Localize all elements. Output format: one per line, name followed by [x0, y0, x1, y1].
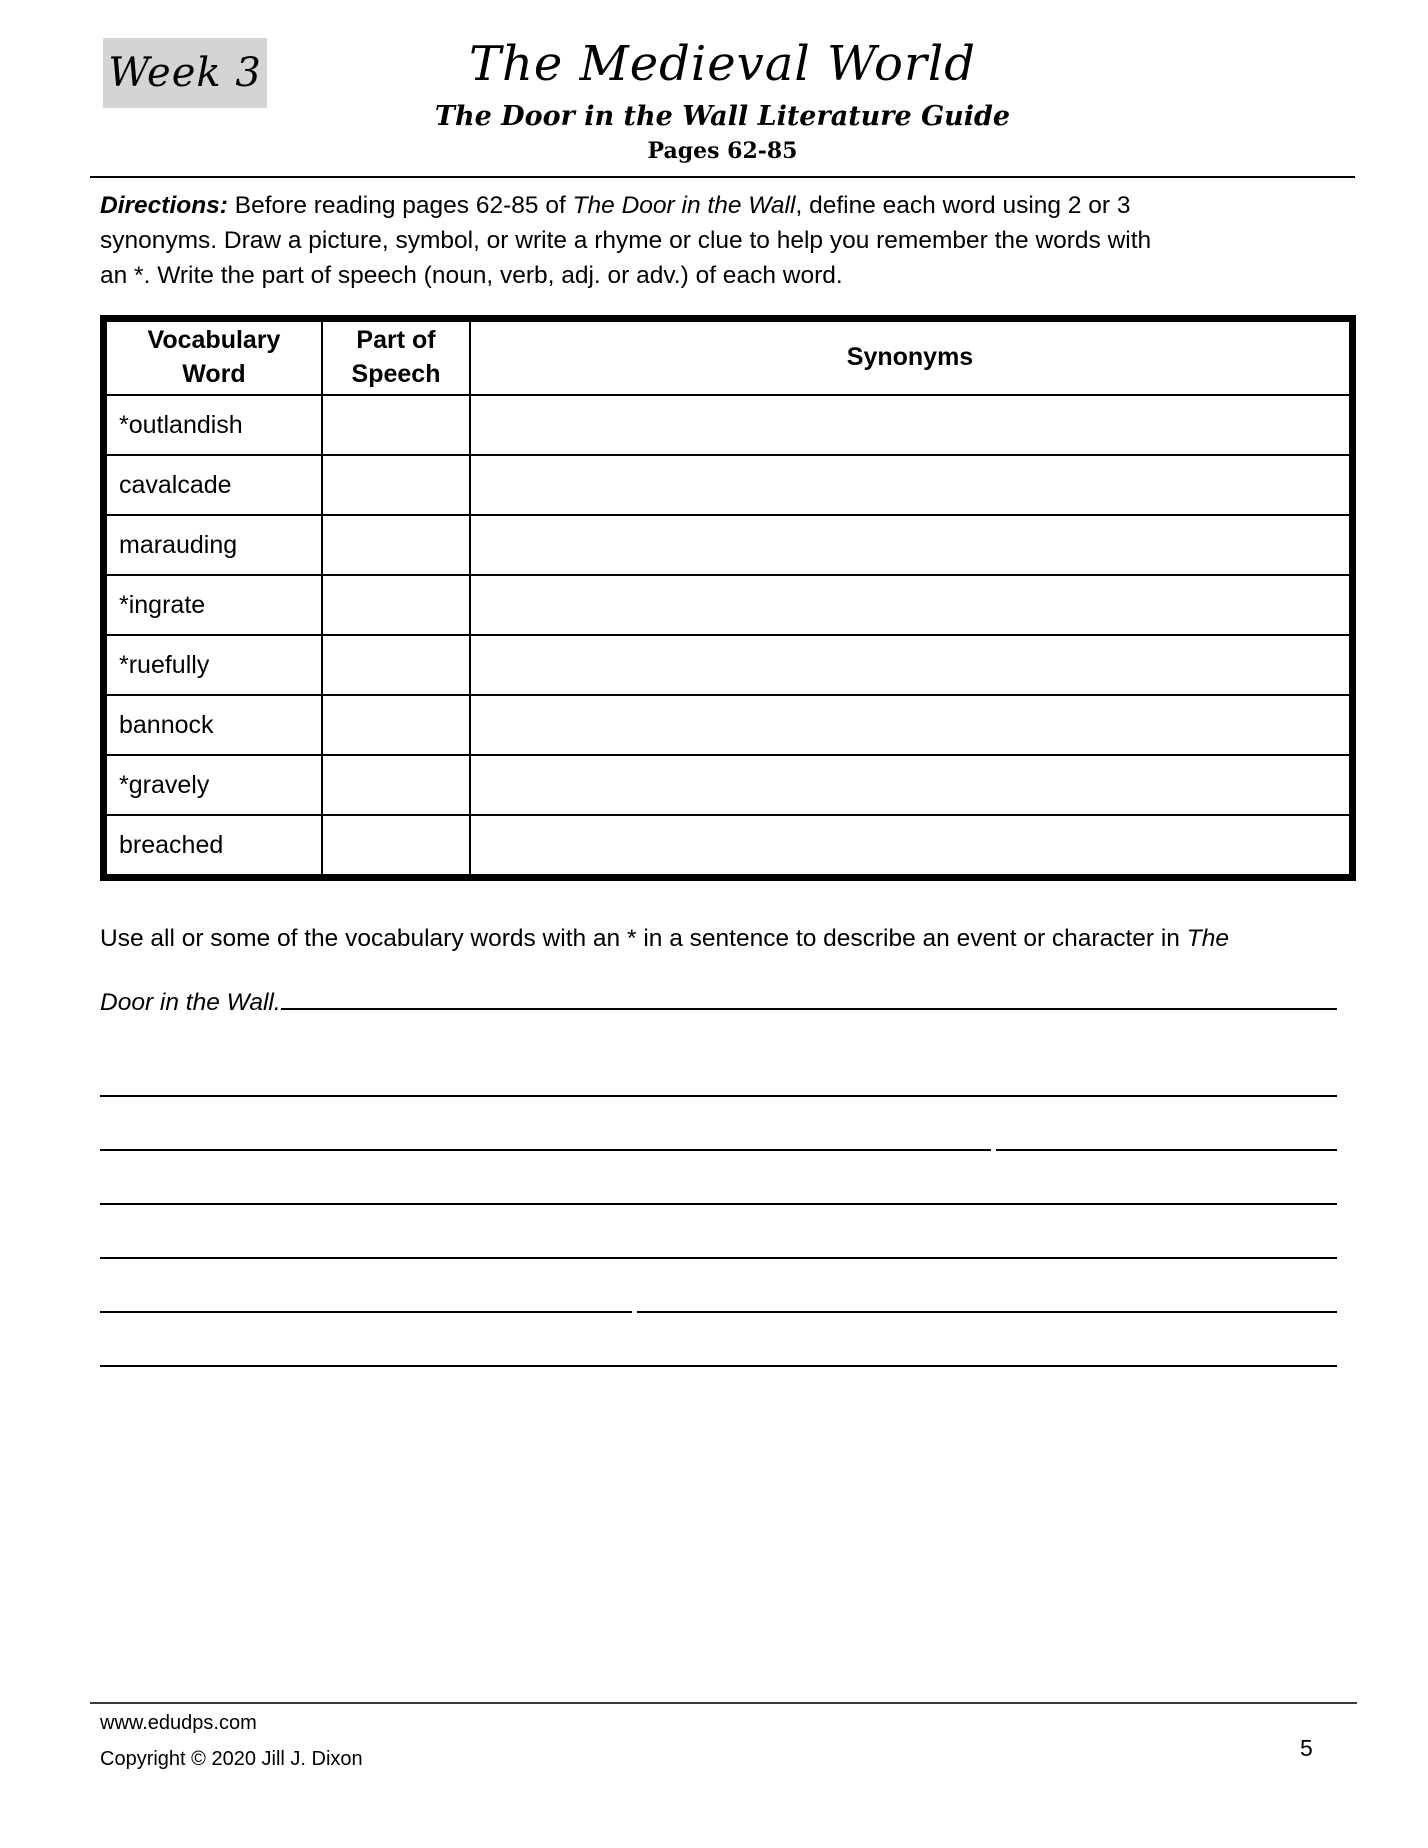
table-row	[104, 515, 1353, 575]
part-of-speech-cell	[322, 455, 470, 515]
prompt-book-title-end: Door in the Wall.	[100, 988, 281, 1016]
vocab-word-cell: marauding	[104, 515, 323, 575]
directions-label: Directions:	[100, 192, 228, 219]
table-row	[104, 575, 1353, 635]
vocabulary-table	[100, 315, 1356, 881]
directions-text-after: , define each word using 2 or 3 synonyms. Draw a picture, symbol, or write a rhyme or clue to help you remember the words with an *. Write the part of speech (noun, verb, adj. or adv.) of each word.	[100, 192, 1152, 289]
part-of-speech-cell	[322, 695, 470, 755]
vocab-word-cell: cavalcade	[104, 455, 323, 515]
table-row	[104, 815, 1353, 878]
part-of-speech-cell	[322, 635, 470, 695]
directions-text-before: Before reading pages 62-85 of	[227, 192, 573, 219]
part-of-speech-cell	[322, 815, 470, 878]
sentence-prompt-line2	[100, 982, 1337, 1020]
footer-divider	[90, 1702, 1357, 1704]
table-row	[104, 455, 1353, 515]
vocab-word-cell: breached	[104, 815, 323, 878]
answer-line	[100, 1097, 1337, 1151]
synonyms-cell	[470, 755, 1353, 815]
sentence-prompt-line1	[100, 922, 1337, 956]
column-header-vocabulary-word: Vocabulary Word	[104, 319, 323, 396]
sentence-prompt	[100, 922, 1337, 1020]
answer-line	[100, 1043, 1337, 1097]
week-badge-label: Week 3	[108, 50, 262, 96]
synonyms-cell	[470, 515, 1353, 575]
header-divider	[90, 176, 1355, 178]
answer-line	[281, 982, 1337, 1010]
column-header-synonyms: Synonyms	[470, 319, 1353, 396]
synonyms-cell	[470, 695, 1353, 755]
page-header	[90, 36, 1355, 164]
synonyms-cell	[470, 635, 1353, 695]
vocab-word-cell: *gravely	[104, 755, 323, 815]
answer-line	[100, 1259, 1337, 1313]
answer-line	[100, 1205, 1337, 1259]
directions-book-title: The Door in the Wall	[572, 192, 796, 219]
footer-website: www.edudps.com	[100, 1712, 257, 1734]
page-subtitle: The Door in the Wall Literature Guide	[434, 101, 1011, 132]
part-of-speech-cell	[322, 395, 470, 455]
part-of-speech-cell	[322, 515, 470, 575]
footer-copyright: Copyright © 2020 Jill J. Dixon	[100, 1748, 363, 1770]
table-row	[104, 635, 1353, 695]
part-of-speech-cell	[322, 755, 470, 815]
column-header-part-of-speech: Part of Speech	[322, 319, 470, 396]
part-of-speech-cell	[322, 575, 470, 635]
synonyms-cell	[470, 395, 1353, 455]
answer-lines-section	[100, 1043, 1337, 1367]
vocab-word-cell: *ingrate	[104, 575, 323, 635]
prompt-book-title-start: The	[1186, 925, 1229, 952]
pages-range-label: Pages 62-85	[647, 138, 798, 164]
table-header-row	[104, 319, 1353, 396]
table-row	[104, 755, 1353, 815]
directions-paragraph	[100, 188, 1155, 293]
vocab-word-cell: *outlandish	[104, 395, 323, 455]
vocab-word-cell: *ruefully	[104, 635, 323, 695]
page-title: The Medieval World	[469, 36, 976, 92]
answer-line	[100, 1151, 1337, 1205]
page-number: 5	[1300, 1735, 1313, 1761]
vocab-word-cell: bannock	[104, 695, 323, 755]
answer-line	[100, 1313, 1337, 1367]
week-badge	[103, 38, 267, 108]
table-row	[104, 695, 1353, 755]
synonyms-cell	[470, 575, 1353, 635]
prompt-text: Use all or some of the vocabulary words with an * in a sentence to describe an event or character in	[100, 925, 1187, 952]
table-row	[104, 395, 1353, 455]
synonyms-cell	[470, 815, 1353, 878]
synonyms-cell	[470, 455, 1353, 515]
